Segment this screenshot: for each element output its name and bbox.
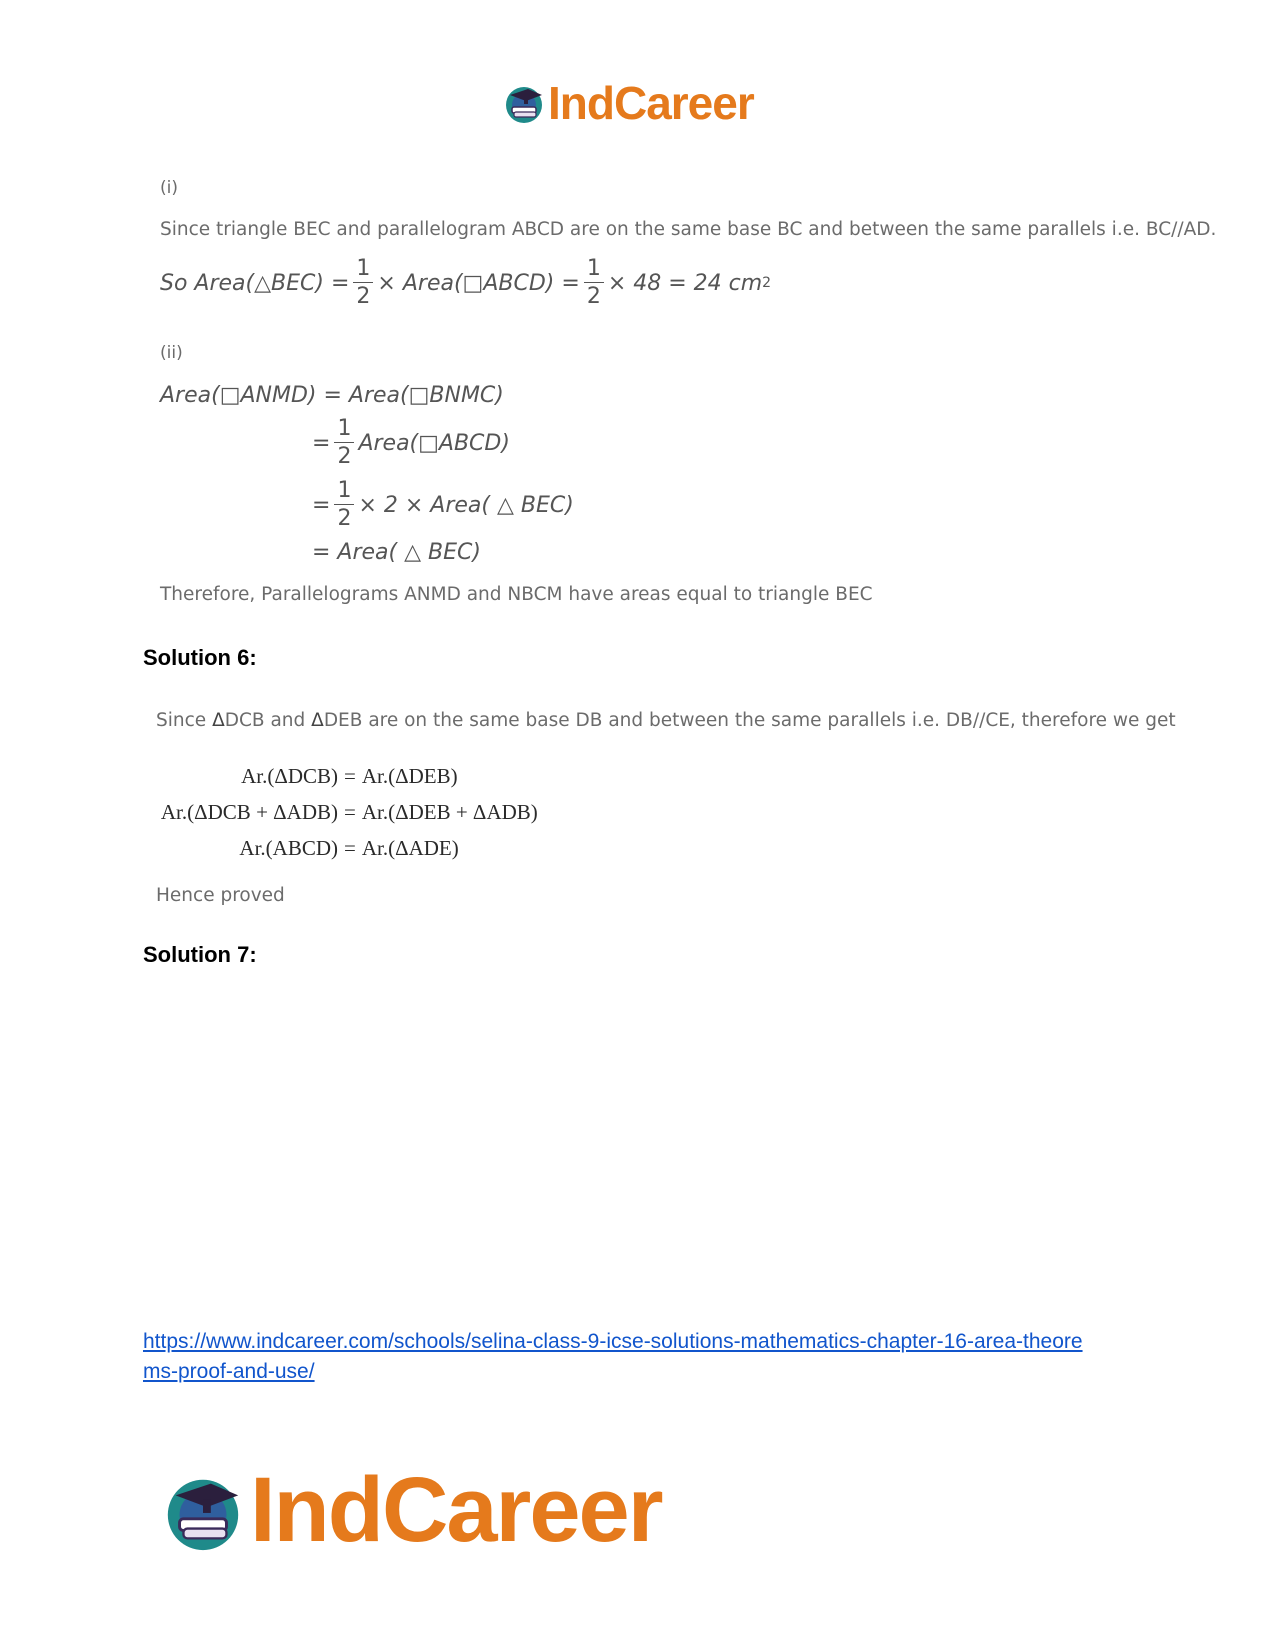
equals-sign: = xyxy=(344,799,356,824)
eq-lhs: Ar.(ABCD) xyxy=(239,835,338,860)
equals-sign: = xyxy=(344,763,356,788)
solution-6-intro xyxy=(156,710,1176,731)
fraction-half: $\frac{1}{2}$ xyxy=(334,480,354,530)
solution-6-equations xyxy=(160,758,540,866)
part-ii-line4: = Area( △ BEC) xyxy=(312,540,481,565)
graduation-cap-globe-icon xyxy=(502,81,546,125)
square-symbol: □ xyxy=(462,270,484,296)
logo-wordmark: IndCareer xyxy=(250,1459,662,1561)
logo-wordmark: IndCareer xyxy=(548,77,754,129)
source-url-link[interactable]: https://www.indcareer.com/schools/selina-class-9-icse-solutions-mathematics-chapter-16-area-theorems-proof-and-use/ xyxy=(143,1330,1083,1383)
part-ii-conclusion: Therefore, Parallelograms ANMD and NBCM have areas equal to triangle BEC xyxy=(160,584,873,605)
intro-part: DEB are on the same base DB and between the same parallels i.e. DB//CE, therefore we get xyxy=(323,710,1176,731)
equals-sign: = xyxy=(312,492,331,518)
eq-sq-name: ABCD) = xyxy=(483,270,580,296)
footer-logo xyxy=(160,1458,662,1563)
part-i-equation xyxy=(160,258,771,308)
solution-6-conclusion: Hence proved xyxy=(156,885,285,906)
part-ii-line2-rest: Area(□ABCD) xyxy=(358,430,510,456)
solution-6-heading: Solution 6: xyxy=(143,645,257,670)
fraction-half: $\frac{1}{2}$ xyxy=(334,418,354,468)
fraction-half: $\frac{1}{2}$ xyxy=(353,258,373,308)
eq-rhs: Ar.(ΔADE) xyxy=(361,835,459,860)
eq-times-area: × Area( xyxy=(377,270,463,296)
intro-part: DCB and xyxy=(224,710,306,731)
triangle-symbol: △ xyxy=(254,270,272,296)
intro-part: Since xyxy=(156,710,207,731)
eq-tri-name: BEC) = xyxy=(271,270,350,296)
part-ii-line2 xyxy=(312,418,510,468)
equation-row xyxy=(160,830,540,866)
equals-sign: = xyxy=(344,835,356,860)
solution-7-heading: Solution 7: xyxy=(143,942,257,967)
header-logo xyxy=(502,76,754,130)
eq-lhs: Ar.(ΔDCB) xyxy=(241,763,338,788)
equation-row xyxy=(160,794,540,830)
fraction-half: $\frac{1}{2}$ xyxy=(584,258,604,308)
part-i-statement: Since triangle BEC and parallelogram ABCD are on the same base BC and between the same parallels i.e. BC//AD. xyxy=(160,219,1217,240)
part-label-ii: (ii) xyxy=(160,343,183,363)
eq-rhs: Ar.(ΔDEB + ΔADB) xyxy=(361,799,538,824)
graduation-cap-globe-icon xyxy=(160,1468,246,1554)
eq-lhs: Ar.(ΔDCB + ΔADB) xyxy=(160,799,338,824)
equals-sign: = xyxy=(312,430,331,456)
delta-symbol: Δ xyxy=(311,710,324,731)
delta-symbol: Δ xyxy=(212,710,225,731)
part-label-i: (i) xyxy=(160,178,178,198)
eq-lhs: So Area( xyxy=(160,270,255,296)
equation-row xyxy=(160,758,540,794)
eq-rhs: Ar.(ΔDEB) xyxy=(361,763,458,788)
eq-result: × 48 = 24 cm xyxy=(607,270,763,296)
part-ii-line1: Area(□ANMD) = Area(□BNMC) xyxy=(160,383,504,408)
part-ii-line3 xyxy=(312,480,574,530)
part-ii-line3-rest: × 2 × Area( △ BEC) xyxy=(358,492,574,518)
exponent: 2 xyxy=(762,275,772,291)
